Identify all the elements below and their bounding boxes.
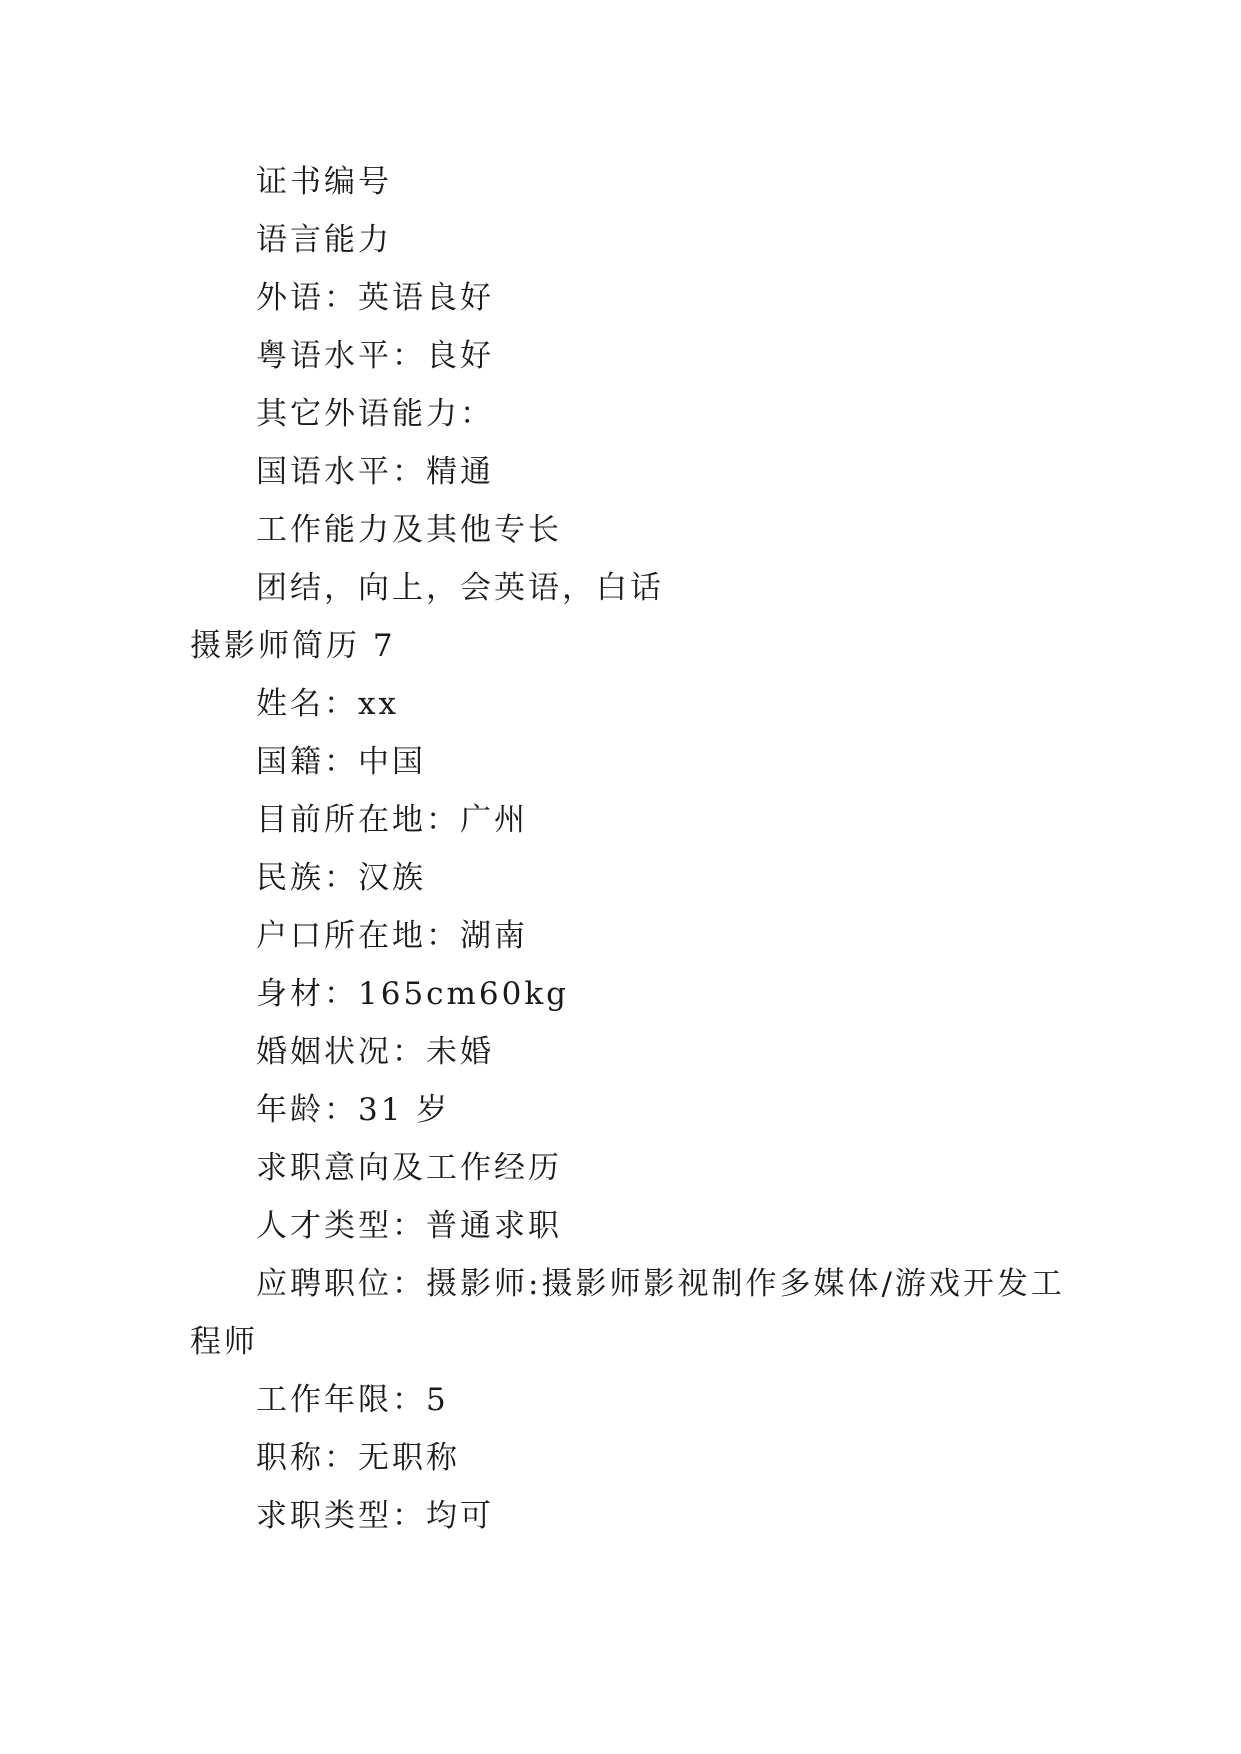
text-line: 其它外语能力： [256, 396, 494, 432]
text-line: 应聘职位：摄影师:摄影师影视制作多媒体/游戏开发工 [256, 1266, 1065, 1302]
text-line: 证书编号 [256, 164, 392, 200]
text-line: 职称：无职称 [256, 1440, 460, 1476]
text-line: 身材：165cm60kg [256, 976, 570, 1012]
text-line: 户口所在地：湖南 [256, 918, 528, 954]
text-line: 语言能力 [256, 222, 392, 258]
text-line: 团结，向上，会英语，白话 [256, 570, 664, 606]
text-line: 求职类型：均可 [256, 1498, 494, 1534]
text-line: 年龄：31 岁 [256, 1092, 451, 1128]
text-line: 姓名：xx [256, 686, 399, 722]
text-line: 目前所在地：广州 [256, 802, 528, 838]
text-line: 工作能力及其他专长 [256, 512, 562, 548]
text-line: 人才类型：普通求职 [256, 1208, 562, 1244]
text-line: 国籍：中国 [256, 744, 426, 780]
text-line: 国语水平：精通 [256, 454, 494, 490]
text-line: 工作年限：5 [256, 1382, 449, 1418]
text-line: 婚姻状况：未婚 [256, 1034, 494, 1070]
section-heading: 摄影师简历 7 [190, 628, 396, 664]
text-line-continuation: 程师 [190, 1324, 258, 1360]
text-line: 外语：英语良好 [256, 280, 494, 316]
text-line: 民族：汉族 [256, 860, 426, 896]
text-line: 粤语水平：良好 [256, 338, 494, 374]
text-line: 求职意向及工作经历 [256, 1150, 562, 1186]
